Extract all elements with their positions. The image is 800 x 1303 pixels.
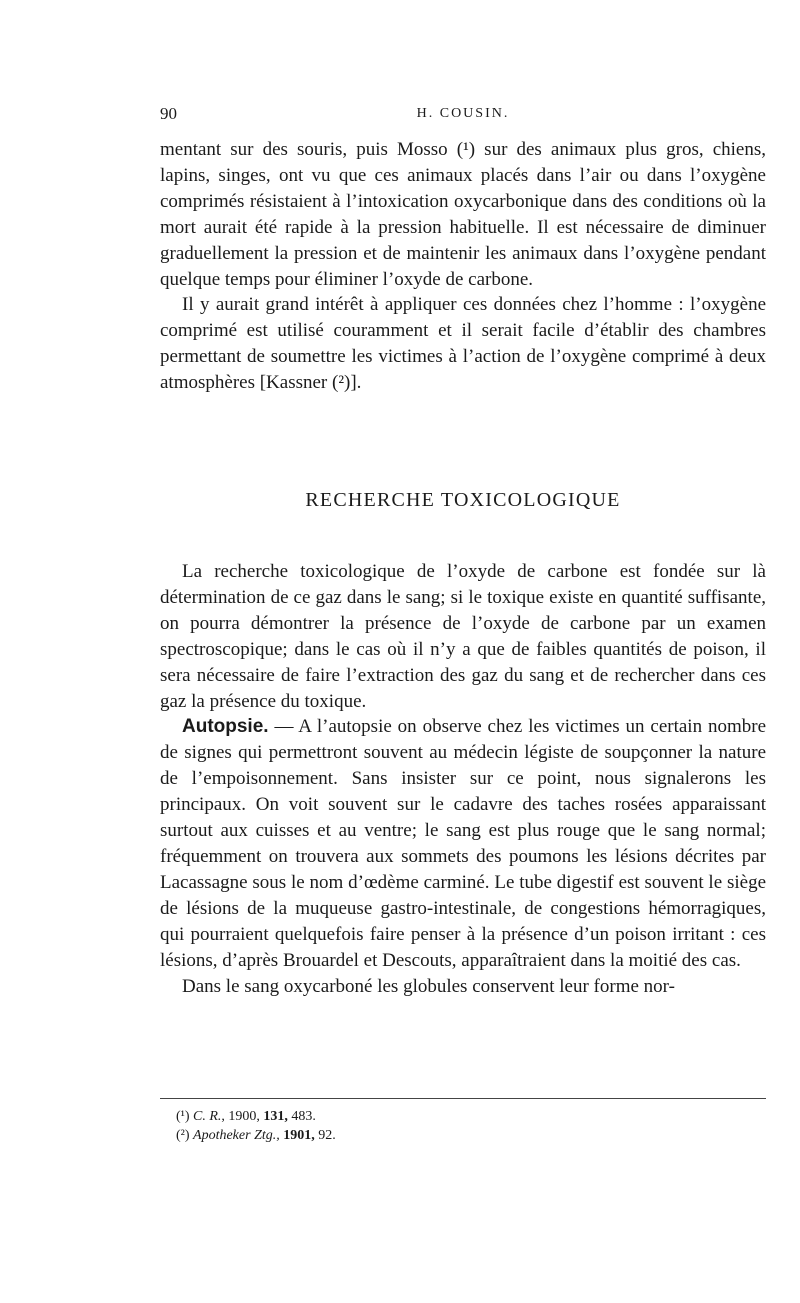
body-text-top <box>160 137 766 396</box>
footnote <box>176 1126 756 1145</box>
footnote-year: 1901, <box>283 1128 315 1143</box>
footnote-mark: (¹) <box>176 1109 190 1124</box>
footnote-page: 92. <box>318 1128 336 1143</box>
footnote: (¹) C. R., 1900, 131, 483. <box>176 1109 316 1124</box>
running-head: H. COUSIN. <box>416 106 510 121</box>
footnote-year: 1900, <box>228 1109 260 1124</box>
paragraph: mentant sur des souris, puis Mosso (¹) sur des animaux plus gros, chiens, lapins, singes, ont vu que ces animaux placés dans l’air ou dans l’oxygène comprimés résistaient à l’intoxication oxycarbonique dans des conditions où la mort aurait été rapide à la pression habituelle. Il est nécessaire de diminuer graduellement la pression et de maintenir les animaux dans l’oxygène pendant quelque temps pour éliminer l’oxyde de carbone. <box>160 139 766 290</box>
footnote-volume: 131, <box>263 1109 288 1124</box>
page-header <box>160 104 766 130</box>
footnote-page: 483. <box>291 1109 316 1124</box>
paragraph: Il y aurait grand intérêt à appliquer ces données chez l’homme : l’oxygène comprimé est utilisé couramment et il serait facile d’établir des chambres permettant de soumettre les victimes à l’action de l’oxygène comprimé à deux atmosphères [Kassner (²)]. <box>160 294 766 394</box>
run-in-heading: Autopsie. <box>182 716 269 738</box>
footnotes <box>176 1107 756 1145</box>
footnote-source: C. R. <box>193 1109 222 1124</box>
section-heading: RECHERCHE TOXICOLOGIQUE <box>305 489 621 511</box>
footnote-rule <box>160 1098 766 1099</box>
paragraph-text: — A l’autopsie on observe chez les victimes un certain nombre de signes qui permettront souvent au médecin légiste de soupçonner la nature de l’empoisonnement. Sans insister sur ce point, nous signalerons les principaux. On voit souvent sur le cadavre des taches rosées apparaissant surtout aux cuisses et au ventre; le sang est plus rouge que le sang normal; fréquemment on trouvera aux sommets des poumons les lésions décrites par Lacassagne sous le nom d’œdème carminé. Le tube digestif est souvent le siège de lésions de la muqueuse gastro-intestinale, de congestions hémorragiques, qui pourraient quelquefois faire penser à la présence d’un poison irritant : ces lésions, d’après Brouardel et Descouts, apparaîtraient dans la moitié des cas. <box>160 716 766 971</box>
paragraph: Dans le sang oxycarboné les globules conservent leur forme nor- <box>182 975 675 997</box>
footnote-source: Apotheker Ztg., <box>193 1128 280 1143</box>
paragraph: La recherche toxicologique de l’oxyde de carbone est fondée sur là détermination de ce gaz dans le sang; si le toxique existe en quantité suffisante, on pourra démontrer la présence de l’oxyde de carbone par un examen spectroscopique; dans le cas où il n’y a que de faibles quantités de poison, il sera nécessaire de faire l’extraction des gaz du sang et de rechercher dans ces gaz la présence du toxique. <box>160 561 766 712</box>
body-text-bottom <box>160 559 766 999</box>
page-number: 90 <box>160 104 177 123</box>
paragraph-autopsie <box>160 714 766 973</box>
footnote-mark: (²) <box>176 1128 190 1143</box>
